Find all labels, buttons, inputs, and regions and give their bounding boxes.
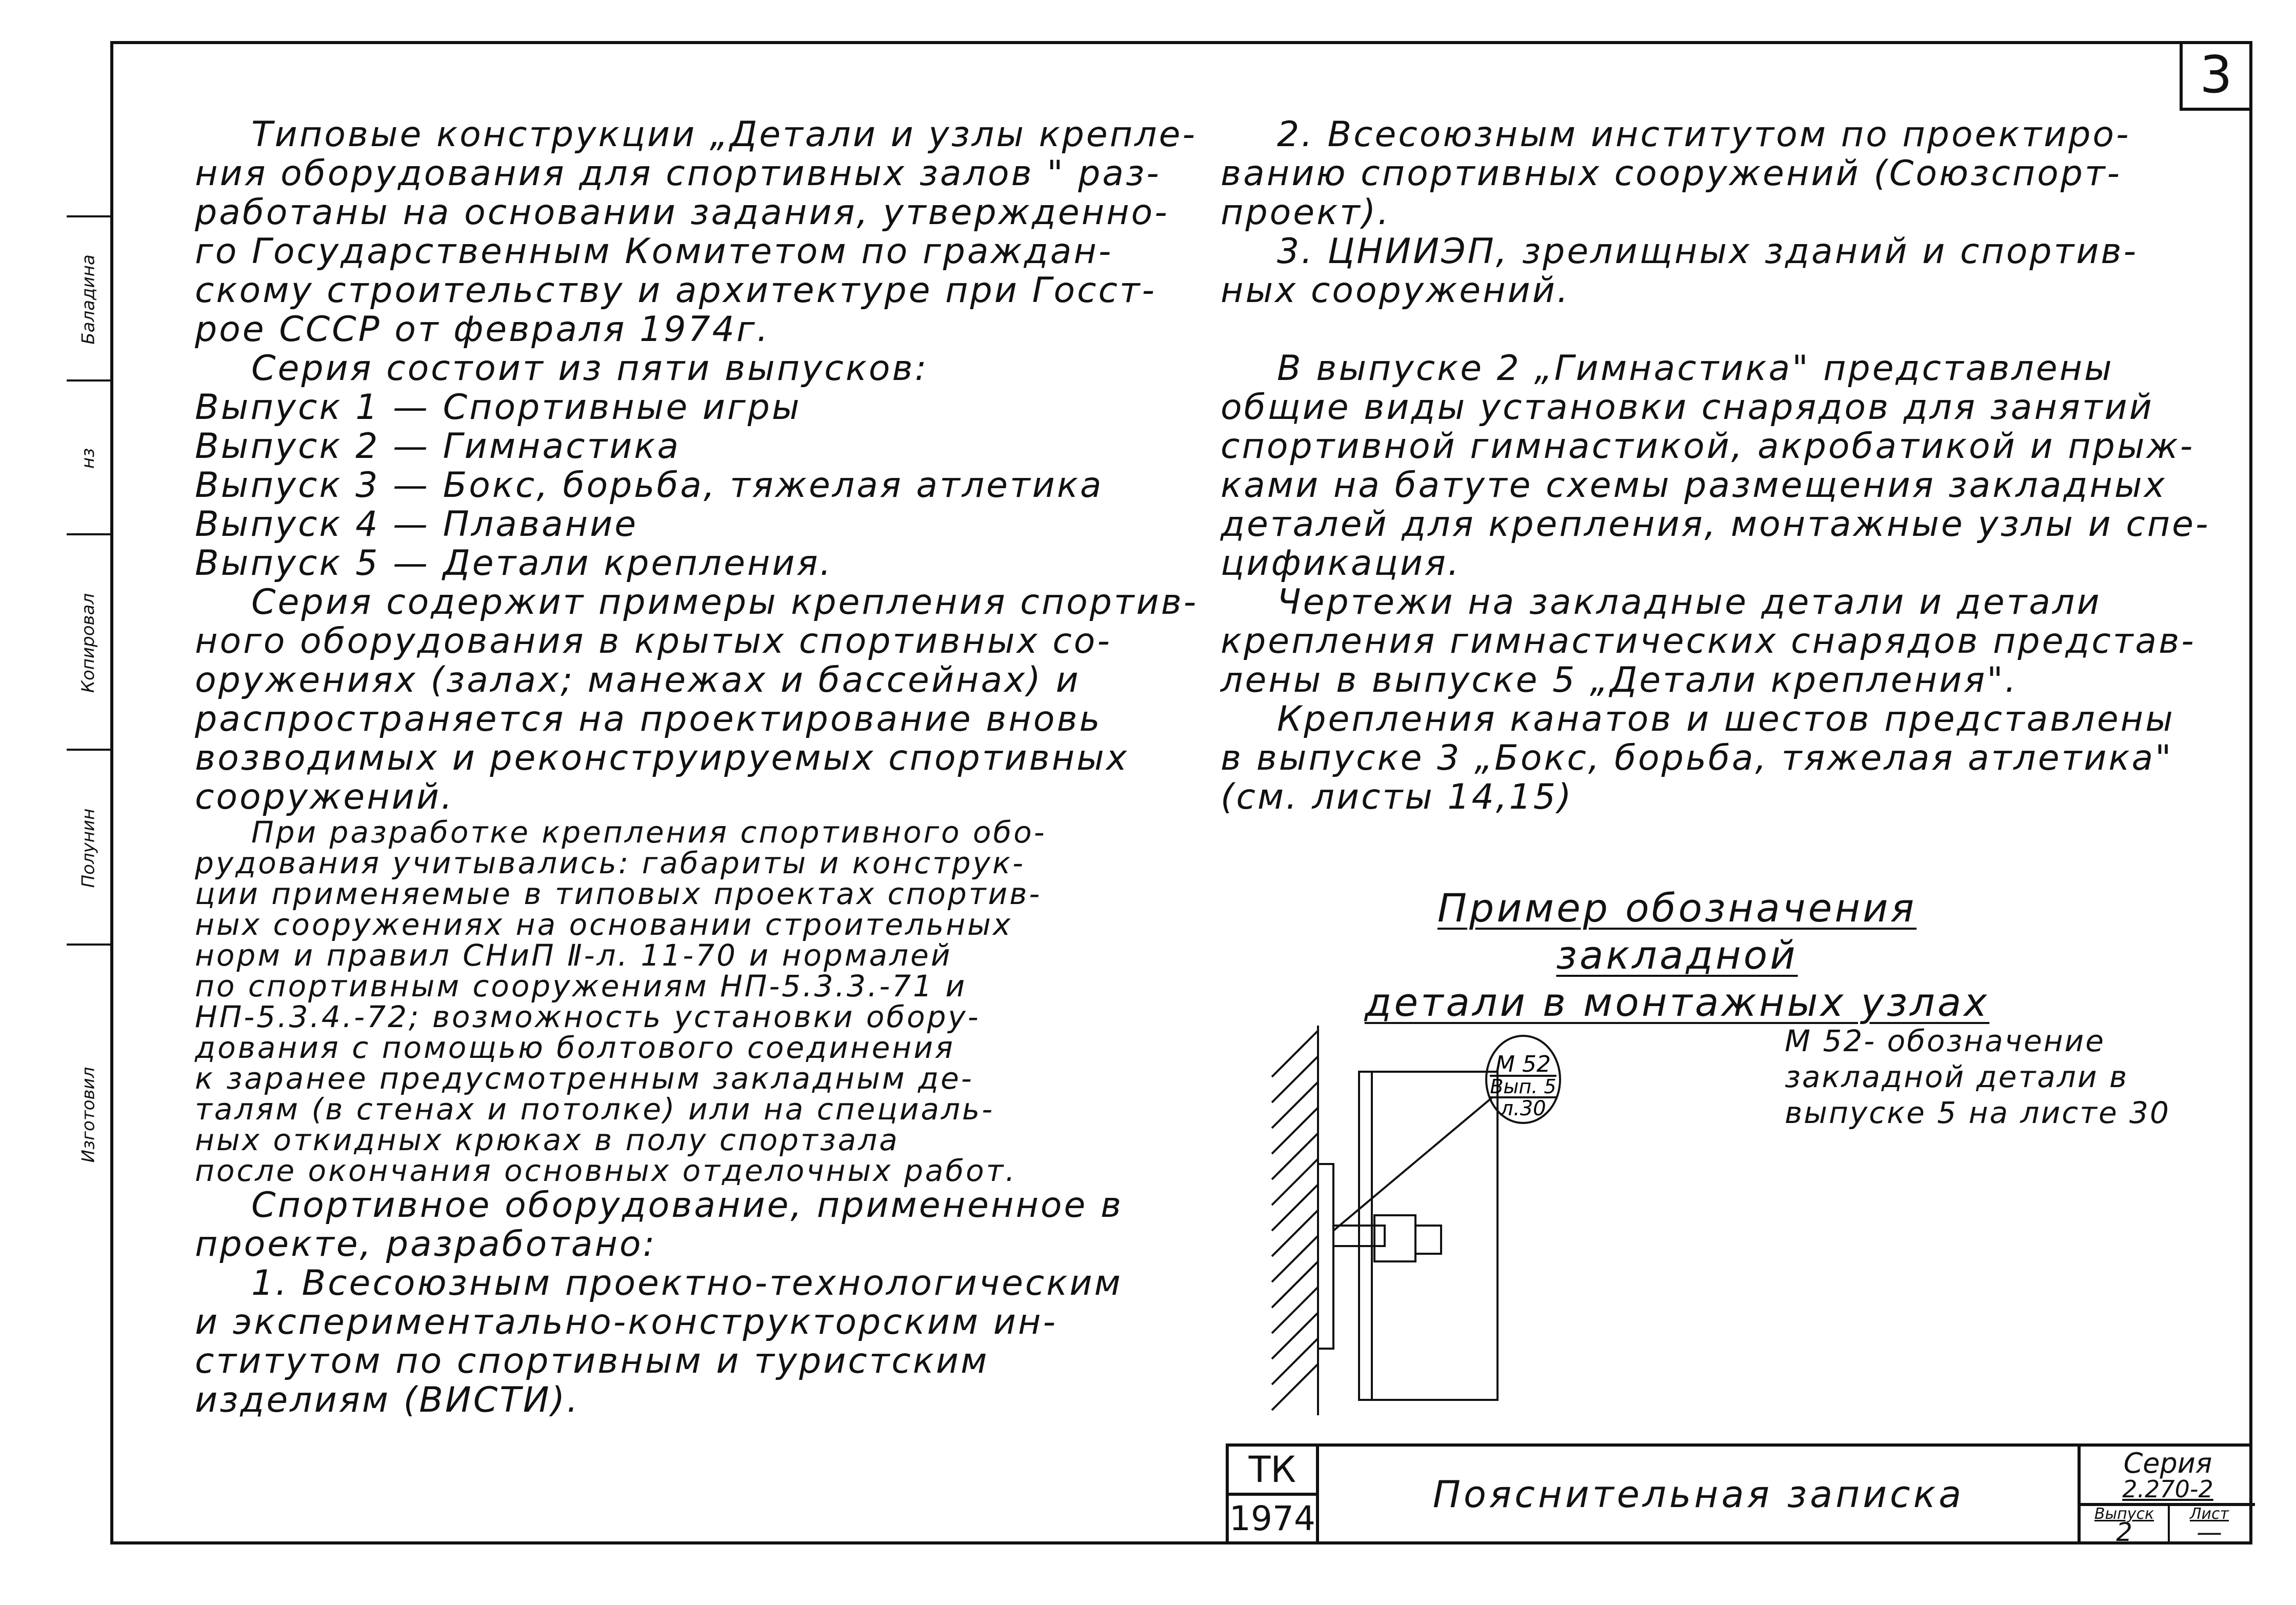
- text-line: ститутом по спортивным и туристским: [195, 1341, 989, 1381]
- text-line: НП-5.3.4.-72; возможность установки обору-: [195, 999, 981, 1034]
- text-line: (см. листы 14,15): [1221, 777, 1573, 817]
- text-line: изделиям (ВИСТИ).: [195, 1380, 580, 1420]
- side-strip-cell: нз: [67, 379, 110, 535]
- text-line: дования с помощью болтового соединения: [195, 1030, 955, 1065]
- text-line: го Государственным Комитетом по граждан-: [195, 231, 1113, 272]
- text-line: 3. ЦНИИЭП, зрелищных зданий и спортив-: [1277, 231, 2139, 272]
- series-value: 2.270-2: [2122, 1475, 2213, 1503]
- issue-label: Выпуск: [2094, 1505, 2154, 1523]
- mounting-detail-figure: [1262, 1020, 1774, 1420]
- text-line: Чертежи на закладные детали и детали: [1277, 582, 2102, 623]
- text-line: норм и правил СНиП Ⅱ-л. 11-70 и нормалей: [195, 938, 952, 973]
- callout-line3: л.30: [1500, 1097, 1546, 1120]
- text-line: ния оборудования для спортивных залов " раз-: [195, 153, 1161, 194]
- text-line: рудования учитывались: габариты и конструк-: [195, 846, 1025, 880]
- text-line: талям (в стенах и потолке) или на специаль-: [195, 1092, 995, 1127]
- text-line: Серия состоит из пяти выпусков:: [251, 348, 929, 389]
- embedded-plate: [1318, 1164, 1333, 1349]
- text-line: после окончания основных отделочных работ.: [195, 1153, 1017, 1188]
- callout-note: [1785, 1023, 2170, 1131]
- text-line: рое СССР от февраля 1974г.: [195, 309, 770, 350]
- text-line: Выпуск 5 — Детали крепления.: [195, 543, 833, 584]
- text-line: и экспериментально-конструкторским ин-: [195, 1302, 1057, 1342]
- series-cell: [2078, 1447, 2255, 1506]
- text-line: ного оборудования в крытых спортивных со-: [195, 621, 1112, 661]
- text-line: проекте, разработано:: [195, 1224, 657, 1265]
- text-line: скому строительству и архитектуре при Госст-: [195, 270, 1157, 311]
- sheet-label: Лист: [2189, 1505, 2229, 1523]
- issue-value: 2: [2116, 1517, 2132, 1547]
- sheet-cell: [2167, 1505, 2252, 1547]
- side-strip-cell: Копировал: [67, 533, 110, 751]
- side-strip-cell: Изготовил: [67, 944, 110, 1284]
- text-line: крепления гимнастических снарядов представ-: [1221, 621, 2196, 661]
- text-line: общие виды установки снарядов для занятий: [1221, 387, 2154, 428]
- note-line: М 52- обозначение: [1785, 1024, 2105, 1058]
- text-line: При разработке крепления спортивного обо-: [251, 815, 1047, 850]
- text-line: [1221, 310, 2210, 349]
- heading-line: Пример обозначения закладной: [1437, 885, 1917, 978]
- issue-cell: [2078, 1505, 2170, 1547]
- text-line: 2. Всесоюзным институтом по проектиро-: [1277, 114, 2131, 155]
- text-line: сооружений.: [195, 777, 454, 817]
- text-line: 1. Всесоюзным проектно-технологическим: [251, 1263, 1123, 1303]
- text-line: Серия содержит примеры крепления спортив-: [251, 582, 1199, 623]
- text-line: ных сооружениях на основании строительных: [195, 907, 1013, 942]
- text-line: Спортивное оборудование, примененное в: [251, 1185, 1124, 1226]
- bolt-end: [1415, 1226, 1441, 1254]
- text-line: Крепления канатов и шестов представлены: [1277, 699, 2175, 739]
- text-line: цификация.: [1221, 543, 1461, 584]
- text-line: ванию спортивных сооружений (Союзспорт-: [1221, 153, 2122, 194]
- text-line: распространяется на проектирование вновь: [195, 699, 1102, 739]
- text-line: работаны на основании задания, утвержденно-: [195, 192, 1169, 233]
- leader-line: [1333, 1097, 1492, 1231]
- side-strip: [67, 215, 110, 1538]
- text-line: Типовые конструкции „Детали и узлы крепле-: [251, 114, 1197, 155]
- text-line: ных откидных крюках в полу спортзала: [195, 1122, 900, 1157]
- note-line: выпуске 5 на листе 30: [1785, 1095, 2170, 1130]
- text-line: по спортивным сооружениям НП-5.3.3.-71 и: [195, 969, 967, 1004]
- text-line: к заранее предусмотренным закладным де-: [195, 1061, 974, 1096]
- sheet-number: 3: [2180, 41, 2249, 111]
- text-line: спортивной гимнастикой, акробатикой и прыж-: [1221, 426, 2195, 467]
- text-line: возводимых и реконструируемых спортивных: [195, 738, 1129, 778]
- heading-line: детали в монтажных узлах: [1364, 979, 1990, 1025]
- text-line: лены в выпуске 5 „Детали крепления".: [1221, 660, 2019, 700]
- year: 1974: [1229, 1496, 1319, 1541]
- side-strip-cell: Полунин: [67, 749, 110, 946]
- note-line: закладной детали в: [1785, 1059, 2129, 1094]
- org-code: ТК: [1229, 1447, 1319, 1496]
- bolt-nut: [1374, 1215, 1415, 1261]
- equipment-body: [1359, 1072, 1498, 1400]
- text-line: Выпуск 2 — Гимнастика: [195, 426, 681, 467]
- callout-line2: Вып. 5: [1490, 1075, 1556, 1098]
- text-line: Выпуск 1 — Спортивные игры: [195, 387, 802, 428]
- text-line: Выпуск 4 — Плавание: [195, 504, 638, 545]
- text-line: оружениях (залах; манежах и бассейнах) и: [195, 660, 1081, 700]
- side-strip-cell: Баладина: [67, 215, 110, 382]
- text-line: проект).: [1221, 192, 1391, 233]
- document-title: Пояснительная записка: [1432, 1472, 1965, 1516]
- text-line: в выпуске 3 „Бокс, борьба, тяжелая атлетика": [1221, 738, 2173, 778]
- right-text-column: [1221, 115, 2210, 817]
- series-label: Серия: [2123, 1447, 2212, 1479]
- sheet-value: —: [2197, 1517, 2222, 1547]
- text-line: Выпуск 3 — Бокс, борьба, тяжелая атлетика: [195, 465, 1104, 506]
- text-line: деталей для крепления, монтажные узлы и спе-: [1221, 504, 2210, 545]
- text-line: ции применяемые в типовых проектах спортив-: [195, 876, 1042, 911]
- text-line: В выпуске 2 „Гимнастика" представлены: [1277, 348, 2114, 389]
- left-text-column: [195, 114, 1199, 1420]
- example-heading: [1313, 885, 2041, 1026]
- wall-hatching: [1272, 1031, 1318, 1410]
- text-line: ных сооружений.: [1221, 270, 1570, 311]
- title-block: [1226, 1443, 2252, 1547]
- callout-line1: М 52: [1495, 1051, 1551, 1077]
- text-line: ками на батуте схемы размещения закладных: [1221, 465, 2167, 506]
